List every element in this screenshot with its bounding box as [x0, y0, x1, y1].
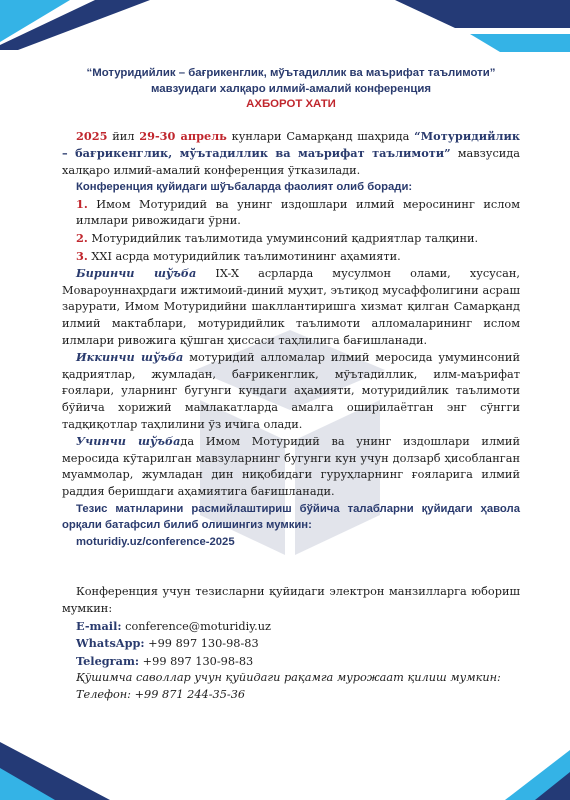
contact-whatsapp: [62, 635, 520, 653]
section-paragraph: [62, 349, 520, 433]
section-text: да Имом Мотуридий ва унинг издошлари илмий меросида кўтарилган мавзуларнинг бугунги кун учун долзарб ҳисобланган муаммолар, жумладан дин ниқобидаги гуруҳларнинг ғояларига илмий раддия беришдаги аҳамиятига бағишланади.: [62, 435, 520, 498]
intro-year-rest: йил: [107, 129, 140, 143]
contact-label: WhatsApp:: [76, 636, 145, 651]
topic-text: Имом Мотуридий ва унинг издошлари илмий меросининг ислом илмлари ривожидаги ўрни.: [76, 197, 520, 228]
topic-item: [62, 230, 520, 248]
section-paragraph: [62, 433, 520, 500]
topic-number: 3.: [76, 248, 88, 263]
letter-header: [62, 66, 520, 113]
letter-content: [62, 66, 520, 704]
email-value[interactable]: conference@moturidiy.uz: [121, 619, 271, 633]
top-right-blue-stripe: [470, 34, 570, 52]
intro-dates: 29-30 апрель: [139, 128, 227, 143]
sections-heading: Конференция қуйидаги шўъбаларда фаолият олиб боради:: [76, 181, 413, 194]
header-title-line2: мавзуидаги халқаро илмий-амалий конференция: [150, 82, 431, 95]
phone-number[interactable]: Телефон: +99 871 244-35-36: [76, 687, 246, 701]
section-label: Иккинчи шўъба: [76, 350, 184, 365]
intro-conference-name: “Мотуридийлик – бағрикенглик, мўътадиллик ва маърифат таълимоти”: [62, 128, 520, 161]
intro-text1: кунлари Самарқанд шаҳрида: [226, 129, 415, 143]
contact-label: Telegram:: [76, 653, 140, 668]
intro-text2: мавзусида халқаро илмий-амалий конференция ўтказилади.: [62, 147, 520, 177]
topic-text: XXI асрда мотуридийлик таълимотининг аҳамияти.: [87, 249, 401, 263]
topic-item: [62, 248, 520, 266]
whatsapp-value[interactable]: +99 897 130-98-83: [144, 637, 259, 651]
telegram-value[interactable]: +99 897 130-98-83: [139, 654, 254, 668]
header-title-line1: “Мотуридийлик – бағрикенглик, мўътадиллик ва маърифат таълимоти”: [86, 67, 496, 79]
intro-year: 2025: [76, 128, 108, 143]
section-text: мотуридий алломалар илмий меросида умуминсоний қадриятлар, жумладан, бағрикенглик, мўътадиллик, илм-маърифат ғоялари, уларнинг бугунги кундаги аҳамияти, мотуридийлик таълимоти бўйича хорижий мамлакатларда амалга оширилаётган энг сўнгги тадқиқотлар таҳлилини ўз ичига олади.: [62, 351, 520, 431]
section-label: Учинчи шўъба: [76, 434, 181, 449]
contact-telegram: [62, 653, 520, 671]
top-right-navy-stripe: [395, 0, 570, 28]
intro-paragraph: [62, 128, 520, 180]
contact-label: E-mail:: [76, 618, 122, 633]
thesis-note: Тезис матнларини расмийлаштириш бўйича талабларни қуйидаги ҳавола орқали батафсил билиб олишингиз мумкин:: [62, 502, 520, 532]
section-text: IX-X асрларда мусулмон олами, хусусан, Мовароуннаҳрдаги ижтимоий-диний муҳит, эътиқод мусаффолигини асраш зарурати, Имом Мотуридийни шакллантиришга хизмат қилган Самарқанд илмий мактаблари, мотуридийлик таълимоти алломаларининг ислом илмлари ривожига қўшган ҳиссаси таҳлилига бағишланади.: [62, 267, 520, 347]
spacer: [62, 567, 520, 584]
section-label: Биринчи шўъба: [76, 266, 197, 281]
submission-text: Конференция учун тезисларни қуйидаги электрон манзилларга юбориш мумкин:: [62, 585, 520, 615]
topic-number: 1.: [76, 196, 88, 211]
topic-item: [62, 196, 520, 230]
topic-text: Мотуридийлик таълимотида умуминсоний қадриятлар талқини.: [87, 232, 479, 246]
section-paragraph: [62, 265, 520, 349]
topic-number: 2.: [76, 231, 88, 246]
contact-email: [62, 618, 520, 636]
conference-link[interactable]: moturidiy.uz/conference-2025: [76, 535, 235, 548]
spacer: [62, 550, 520, 567]
header-subtitle: АХБОРОТ ХАТИ: [246, 98, 336, 110]
extra-note: Қўшимча саволлар учун қуйидаги рақамга мурожаат қилиш мумкин:: [76, 671, 501, 685]
